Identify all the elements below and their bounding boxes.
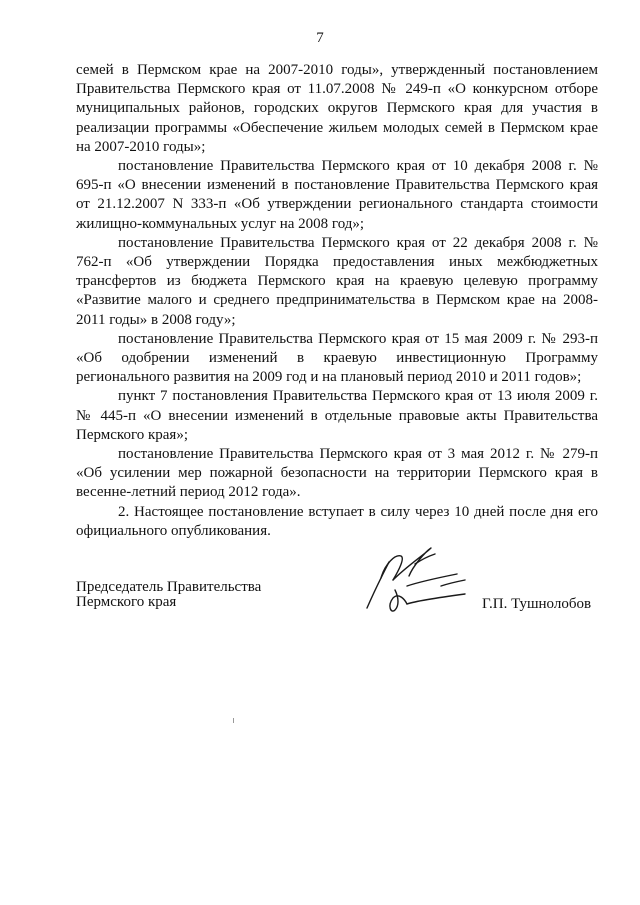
paragraph-continuation: семей в Пермском крае на 2007-2010 годы», утвержденный постановлением Правительства Пермского края от 11.07.2008 № 249-п «О конкурсном отборе муниципальных районов, городских округов Пермского края для участия в реализации программы «Обеспечение жильем молодых семей в Пермском крае на 2007-2010 годы»;: [76, 62, 598, 155]
scan-mark: [233, 718, 234, 723]
paragraph-resolution-279: постановление Правительства Пермского края от 3 мая 2012 г. № 279-п «Об усилении мер пожарной безопасности на территории Пермского края в весенне-летний период 2012 года».: [76, 446, 598, 501]
signatory-name: Г.П. Тушнолобов: [482, 596, 592, 612]
handwritten-signature-icon: [355, 540, 485, 620]
paragraph-resolution-762: постановление Правительства Пермского края от 22 декабря 2008 г. № 762-п «Об утверждении Порядка предоставления иных межбюджетных трансфертов из бюджета Пермского края на краевую целевую программу «Развитие малого и среднего предпринимательства в Пермском крае на 2008-2011 годы» в 2008 году»;: [76, 234, 598, 328]
paragraph-resolution-445: пункт 7 постановления Правительства Пермского края от 13 июля 2009 г. № 445-п «О внесении изменений в отдельные правовые акты Правительства Пермского края»;: [76, 388, 598, 443]
document-body: [76, 61, 598, 541]
paragraph-resolution-695: постановление Правительства Пермского края от 10 декабря 2008 г. № 695-п «О внесении изменений в постановление Правительства Пермского края от 21.12.2007 N 333-п «Об утверждении регионального стандарта стоимости жилищно-коммунальных услуг на 2008 год»;: [76, 158, 598, 232]
signatory-title-line2: Пермского края: [76, 594, 177, 610]
signatory-title-line1: Председатель Правительства: [76, 579, 262, 595]
signatory-title: [76, 580, 261, 610]
paragraph-effective-date: 2. Настоящее постановление вступает в силу через 10 дней после дня его официального опубликования.: [76, 503, 598, 539]
page-number: 7: [316, 30, 324, 46]
paragraph-resolution-293: постановление Правительства Пермского края от 15 мая 2009 г. № 293-п «Об одобрении изменений в краевую инвестиционную Программу регионального развития на 2009 год и на плановый период 2010 и 2011 годов»;: [76, 330, 598, 386]
